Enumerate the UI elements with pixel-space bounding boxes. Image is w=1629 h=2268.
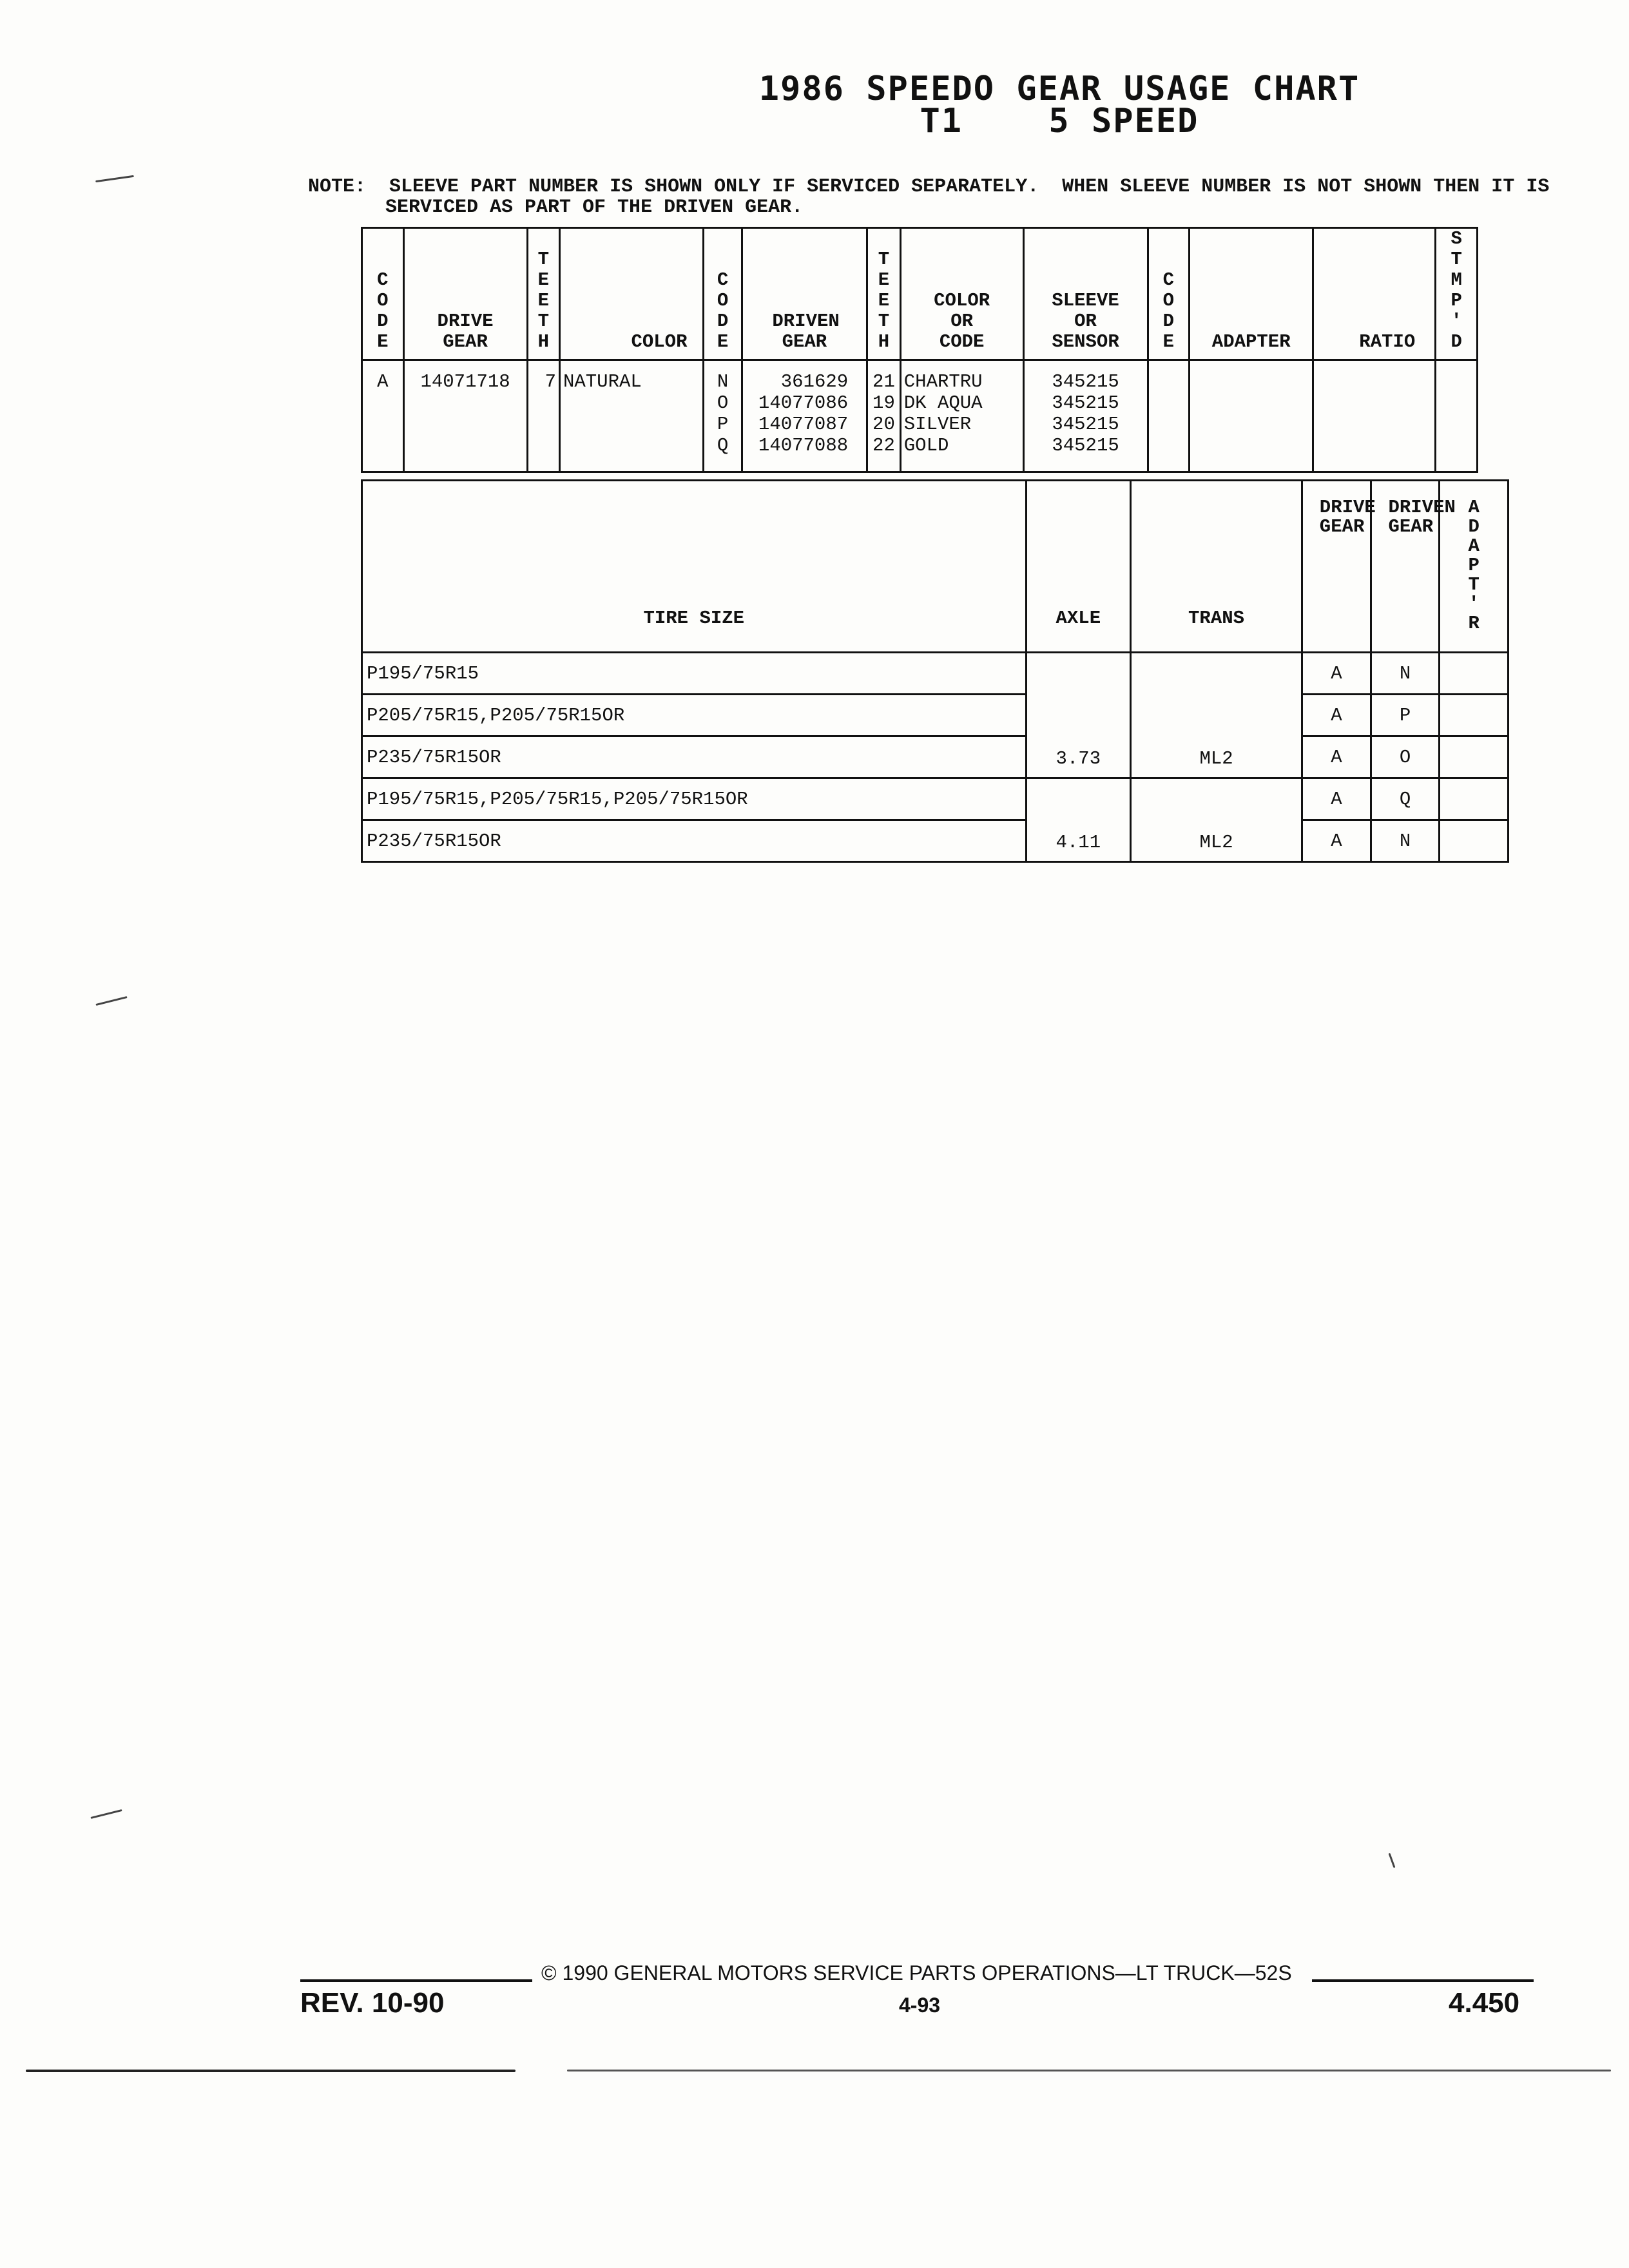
cell-ratio: [1313, 360, 1436, 472]
gear-table-row: [362, 360, 1478, 472]
scan-mark: [95, 996, 127, 1006]
footer-rule-left: [300, 1979, 532, 1982]
header-driven-gear: DRIVEN GEAR: [1371, 481, 1440, 653]
driven-gear-cell: P: [1371, 695, 1440, 736]
driven-gear-cell: N: [1371, 820, 1440, 862]
footer-copyright: © 1990 GENERAL MOTORS SERVICE PARTS OPERATIONS—LT TRUCK—52S: [541, 1961, 1292, 1984]
header-drive-gear: DRIVE GEAR: [403, 228, 527, 360]
table-row: [362, 820, 1509, 862]
note: [308, 177, 1549, 218]
adaptr-cell: [1440, 778, 1509, 820]
header-adapter: ADAPTER: [1190, 228, 1313, 360]
tire-size-cell: P195/75R15,P205/75R15,P205/75R15OR: [362, 778, 1027, 820]
header-driven-gear: DRIVEN GEAR: [742, 228, 867, 360]
note-label: NOTE:: [308, 176, 367, 198]
header-teeth-2: TEETH: [867, 228, 901, 360]
footer-page-center: 4-93: [899, 1994, 941, 2017]
adaptr-cell: [1440, 695, 1509, 736]
footer-rule-right: [1312, 1979, 1534, 1982]
cell-sleeves: 345215 345215 345215 345215: [1023, 360, 1148, 472]
drive-gear-cell: A: [1302, 778, 1371, 820]
page-title: 1986 SPEEDO GEAR USAGE CHART: [758, 70, 1360, 108]
driven-gear-cell: N: [1371, 653, 1440, 695]
header-code-3: CODE: [1148, 228, 1190, 360]
table-row: [362, 778, 1509, 820]
header-drive-gear: DRIVE GEAR: [1302, 481, 1371, 653]
axle-cell: 3.73: [1026, 653, 1130, 778]
table-row: [362, 695, 1509, 736]
footer-rev: REV. 10-90: [300, 1987, 445, 2019]
header-color: COLOR: [559, 228, 704, 360]
drive-gear-cell: A: [1302, 736, 1371, 778]
cell-driven-codes: N O P Q: [704, 360, 742, 472]
drive-gear-cell: A: [1302, 653, 1371, 695]
tire-size-table: [361, 479, 1509, 863]
scan-mark: [1388, 1853, 1395, 1869]
page-subtitle: T1 5 SPEED: [920, 102, 1199, 140]
adaptr-cell: [1440, 736, 1509, 778]
note-line-1: SLEEVE PART NUMBER IS SHOWN ONLY IF SERVICED SEPARATELY. WHEN SLEEVE NUMBER IS NOT SHOWN THEN IT IS: [389, 176, 1550, 198]
header-teeth: TEETH: [527, 228, 559, 360]
adaptr-cell: [1440, 653, 1509, 695]
trans-cell: ML2: [1131, 778, 1302, 862]
trans-cell: ML2: [1131, 653, 1302, 778]
header-axle: AXLE: [1026, 481, 1130, 653]
scan-edge-line: [567, 2070, 1611, 2071]
adaptr-cell: [1440, 820, 1509, 862]
cell-driven-colors: CHARTRU DK AQUA SILVER GOLD: [900, 360, 1023, 472]
cell-code: A: [362, 360, 404, 472]
cell-stmpd: [1436, 360, 1478, 472]
cell-code-3: [1148, 360, 1190, 472]
scan-mark: [90, 1809, 122, 1819]
tire-size-cell: P235/75R15OR: [362, 820, 1027, 862]
gear-table: [361, 227, 1478, 473]
tire-table-header: [362, 481, 1509, 653]
header-ratio: RATIO: [1313, 228, 1436, 360]
driven-gear-cell: Q: [1371, 778, 1440, 820]
header-color-or-code: COLOR OR CODE: [900, 228, 1023, 360]
driven-gear-cell: O: [1371, 736, 1440, 778]
note-line-2: SERVICED AS PART OF THE DRIVEN GEAR.: [385, 197, 804, 218]
header-tire-size: TIRE SIZE: [362, 481, 1027, 653]
cell-teeth: 7: [527, 360, 559, 472]
gear-table-header: [362, 228, 1478, 360]
table-row: [362, 736, 1509, 778]
axle-cell: 4.11: [1026, 778, 1130, 862]
cell-adapter: [1190, 360, 1313, 472]
header-stmpd: STMP'D: [1436, 228, 1478, 360]
cell-color: NATURAL: [559, 360, 704, 472]
drive-gear-cell: A: [1302, 820, 1371, 862]
header-code-2: CODE: [704, 228, 742, 360]
scan-edge-line: [26, 2070, 516, 2072]
header-trans: TRANS: [1131, 481, 1302, 653]
cell-driven-teeth: 21 19 20 22: [867, 360, 901, 472]
table-row: [362, 653, 1509, 695]
header-code: CODE: [362, 228, 404, 360]
footer-page-right: 4.450: [1449, 1987, 1520, 2019]
tire-size-cell: P195/75R15: [362, 653, 1027, 695]
cell-driven-gears: 361629 14077086 14077087 14077088: [742, 360, 867, 472]
tire-size-cell: P235/75R15OR: [362, 736, 1027, 778]
drive-gear-cell: A: [1302, 695, 1371, 736]
scan-mark: [95, 175, 134, 182]
header-adaptr: ADAPT'R: [1440, 481, 1509, 653]
header-sleeve-or-sensor: SLEEVE OR SENSOR: [1023, 228, 1148, 360]
cell-drive-gear: 14071718: [403, 360, 527, 472]
tire-size-cell: P205/75R15,P205/75R15OR: [362, 695, 1027, 736]
